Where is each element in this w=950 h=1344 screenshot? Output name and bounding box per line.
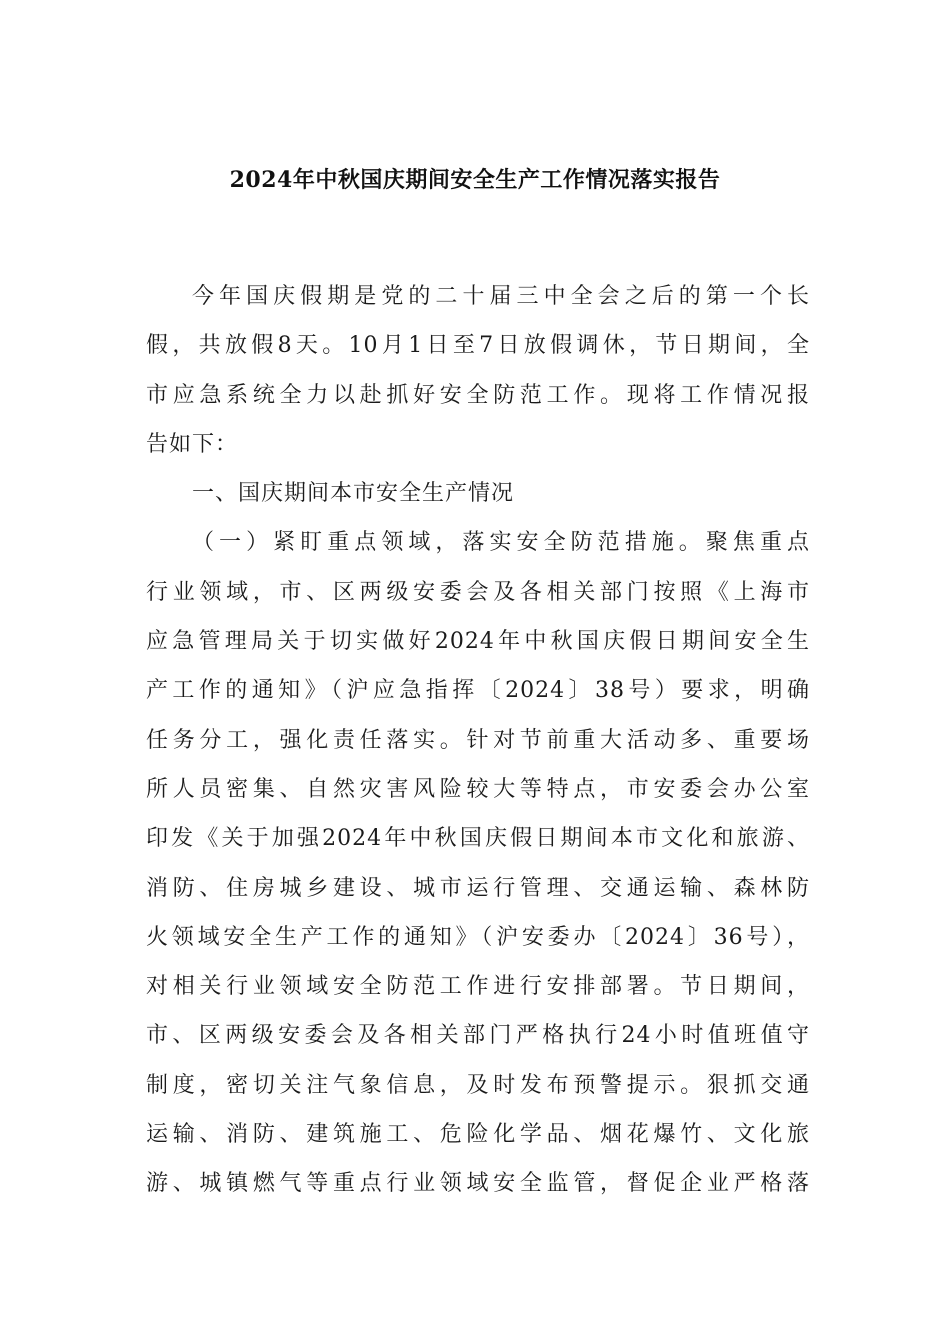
paragraph-2-line-8: 消防、住房城乡建设、城市运行管理、交通运输、森林防 bbox=[146, 875, 810, 901]
paragraph-1-line-2: 假，共放假8天。10月1日至7日放假调休，节日期间，全 bbox=[146, 333, 810, 359]
paragraph-2-line-3: 应急管理局关于切实做好2024年中秋国庆假日期间安全生 bbox=[146, 629, 810, 655]
section-heading-1: 一、国庆期间本市安全生产情况 bbox=[192, 481, 515, 507]
paragraph-2-line-1: （一）紧盯重点领域，落实安全防范措施。聚焦重点 bbox=[192, 530, 810, 556]
document-title: 2024年中秋国庆期间安全生产工作情况落实报告 bbox=[229, 167, 721, 193]
paragraph-1-line-4: 告如下： bbox=[146, 431, 239, 457]
document-body bbox=[146, 272, 810, 1209]
paragraph-2-line-5: 任务分工，强化责任落实。针对节前重大活动多、重要场 bbox=[146, 727, 810, 753]
paragraph-2-line-12: 制度，密切关注气象信息，及时发布预警提示。狠抓交通 bbox=[146, 1072, 810, 1098]
paragraph-2-line-14: 游、城镇燃气等重点行业领域安全监管，督促企业严格落 bbox=[146, 1171, 810, 1197]
paragraph-2-line-4: 产工作的通知》（沪应急指挥〔2024〕38号）要求，明确 bbox=[146, 678, 810, 704]
paragraph-2-line-10: 对相关行业领域安全防范工作进行安排部署。节日期间， bbox=[146, 974, 810, 1000]
paragraph-1-line-1: 今年国庆假期是党的二十届三中全会之后的第一个长 bbox=[192, 284, 810, 309]
paragraph-2-line-11: 市、区两级安委会及各相关部门严格执行24小时值班值守 bbox=[146, 1023, 810, 1049]
paragraph-1-line-3: 市应急系统全力以赴抓好安全防范工作。现将工作情况报 bbox=[146, 382, 810, 408]
paragraph-2-line-6: 所人员密集、自然灾害风险较大等特点，市安委会办公室 bbox=[146, 776, 810, 802]
paragraph-2-line-13: 运输、消防、建筑施工、危险化学品、烟花爆竹、文化旅 bbox=[146, 1122, 810, 1148]
paragraph-2-line-9: 火领域安全生产工作的通知》（沪安委办〔2024〕36号）， bbox=[146, 924, 810, 950]
paragraph-2-line-7: 印发《关于加强2024年中秋国庆假日期间本市文化和旅游、 bbox=[146, 826, 810, 852]
paragraph-2-line-2: 行业领域，市、区两级安委会及各相关部门按照《上海市 bbox=[146, 579, 810, 605]
